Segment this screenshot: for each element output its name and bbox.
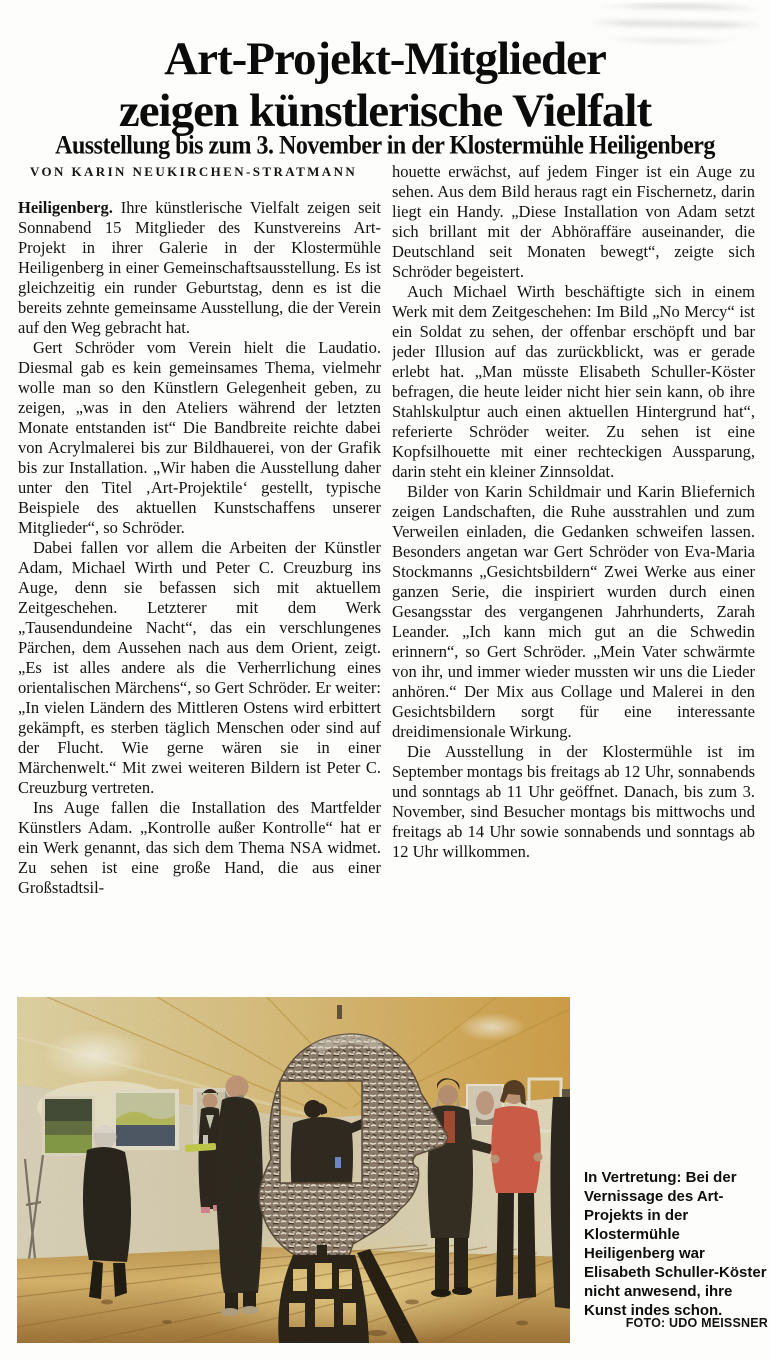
article-paragraph: Gert Schröder vom Verein hielt die Laudatio. Diesmal gab es kein gemeinsames Thema, vielmehr wolle man so den Künstlern Gelegenheit geben, zu zeigen, „was in den Ateliers während der letzten Monate entstanden ist“ Die Bandbreite reichte dabei von Acrylmalerei bis zur Bildhauerei, von der Grafik bis zur Installation. „Wir haben die Ausstellung daher unter den Titel ‚Art-Projektile‘ gestellt, typische Beispiele des aktuellen Kunstschaffens unserer Mitglieder“, so Schröder. — [18, 338, 381, 537]
gallery-photo-illustration — [17, 997, 570, 1343]
gallery-photo — [17, 997, 570, 1343]
article-headline — [0, 33, 770, 137]
article-paragraph: Heiligenberg. Ihre künstlerische Vielfalt zeigen seit Sonnabend 15 Mitglieder des Kunstvereins Art-Projekt in ihrer Galerie in der Klostermühle Heiligenberg in einer Gemeinschaftsausstellung. Es ist gleichzeitig ein runder Geburtstag, denn es ist die bereits zehnte gemeinsame Ausstellung, die der Verein auf den Weg gebracht hat. — [18, 198, 381, 337]
article-paragraph: Auch Michael Wirth beschäftigte sich in einem Werk mit dem Zeitgeschehen: Im Bild „No Mercy“ ist ein Soldat zu sehen, der offenbar erschöpft und bar jeder Illusion auf das zurückblickt, was er gerade erlebt hat. „Man müsste Elisabeth Schuller-Köster befragen, die heute leider nicht hier sein kann, ob ihre Stahlskulptur auch einen aktuellen Hintergrund hat“, referierte Schröder weiter. Zu sehen ist eine Kopfsilhouette mit einer rechteckigen Aussparung, darin steht ein kleiner Zinnsoldat. — [392, 282, 755, 481]
article-paragraph: Ins Auge fallen die Installation des Martfelder Künstlers Adam. „Kontrolle außer Kontrolle“ hat er ein Werk genannt, das sich dem Thema NSA widmet. Zu sehen ist eine große Hand, die aus einer Großstadtsil- — [18, 798, 381, 897]
article-column-right — [392, 162, 755, 964]
article-paragraph: houette erwächst, auf jedem Finger ist ein Auge zu sehen. Aus dem Bild heraus ragt ein Fischernetz, darin liegt ein Handy. „Diese Installation von Adam setzt sich brillant mit der Abhöraffäre auseinander, die Deutschland seit Monaten bewegt“, zeigte sich Schröder begeistert. — [392, 162, 755, 281]
article-column-left — [18, 198, 381, 964]
article-paragraph: Bilder von Karin Schildmair und Karin Bliefernich zeigen Landschaften, die Ruhe ausstrahlen und zum Verweilen einladen, die Gedanken schweifen lassen. Besonders angetan war Gert Schröder von Eva-Maria Stockmanns „Gesichtsbildern“ Zwei Werke aus einer ganzen Serie, die inspiriert wurden durch einen Gesangsstar des vergangenen Jahrhunderts, Zarah Leander. „Ich kann mich gut an die Schwedin erinnern“, so Gert Schröder. „Mein Vater schwärmte von ihr, und immer wieder mussten wir uns die Lieder anhören.“ Der Mix aus Collage und Malerei in den Gesichtsbildern sorgt für eine interessante dreidimensionale Wirkung. — [392, 482, 755, 741]
headline-line-1: Art-Projekt-Mitglieder — [164, 33, 606, 86]
article-subheadline: Ausstellung bis zum 3. November in der Klostermühle Heiligenberg — [55, 131, 715, 160]
headline-line-2: zeigen künstlerische Vielfalt — [118, 85, 652, 138]
article-byline: VON KARIN NEUKIRCHEN-STRATMANN — [30, 164, 358, 179]
photo-caption: In Vertretung: Bei der Vernissage des Art-Projekts in der Klostermühle Heiligenberg war Elisabeth Schuller-Köster nicht anwesend, ihre Kunst indes schon. — [584, 1169, 767, 1319]
article-paragraph: Die Ausstellung in der Klostermühle ist im September montags bis freitags ab 12 Uhr, sonnabends und sonntags ab 11 Uhr geöffnet. Danach, bis zum 3. November, sind Besucher montags bis mittwochs und freitags ab 14 Uhr sowie sonnabends und sonntags ab 12 Uhr willkommen. — [392, 742, 755, 861]
paragraph-lead-in: Heiligenberg. — [18, 198, 113, 217]
article-paragraph: Dabei fallen vor allem die Arbeiten der Künstler Adam, Michael Wirth und Peter C. Creuzburg ins Auge, denn sie befassen sich mit aktuellem Zeitgeschehen. Letzterer mit dem Werk „Tausendundeine Nacht“, das ein verschlungenes Pärchen, dem Aussehen nach aus dem Orient, zeigt. „Es ist alles andere als die Verherrlichung eines orientalischen Märchens“, so Gert Schröder. Er weiter: „In vielen Ländern des Mittleren Ostens wird erbittert gekämpft, es sterben täglich Menschen oder sind auf der Flucht. Wie gerne wären sie in einer Märchenwelt.“ Mit zwei weiteren Bildern ist Peter C. Creuzburg vertreten. — [18, 538, 381, 797]
photo-grain — [17, 997, 570, 1343]
photo-credit: FOTO: UDO MEISSNER — [625, 1316, 768, 1330]
